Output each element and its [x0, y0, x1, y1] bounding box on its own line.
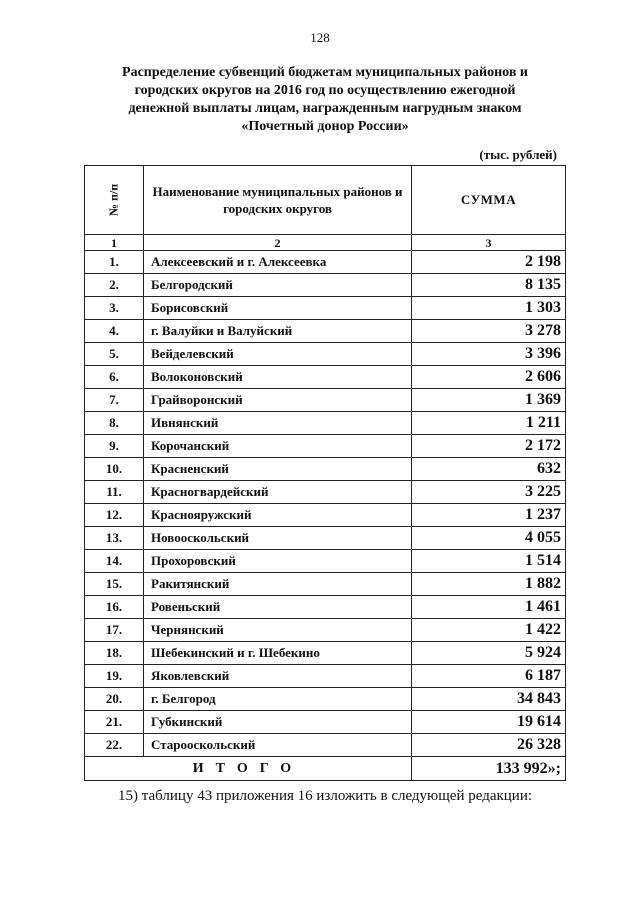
row-number: 19. [85, 665, 144, 688]
row-name: Яковлевский [144, 665, 412, 688]
row-sum: 2 172 [412, 435, 566, 458]
table-row [85, 527, 566, 550]
row-sum: 5 924 [412, 642, 566, 665]
row-sum: 1 237 [412, 504, 566, 527]
row-sum: 1 882 [412, 573, 566, 596]
table-row [85, 504, 566, 527]
row-sum: 26 328 [412, 734, 566, 757]
table-row [85, 320, 566, 343]
table-header-row [85, 166, 566, 235]
row-number: 2. [85, 274, 144, 297]
row-name: Прохоровский [144, 550, 412, 573]
row-number: 17. [85, 619, 144, 642]
row-number: 1. [85, 251, 144, 274]
row-name: г. Валуйки и Валуйский [144, 320, 412, 343]
table-row [85, 366, 566, 389]
row-number: 7. [85, 389, 144, 412]
table-row [85, 458, 566, 481]
row-sum: 1 422 [412, 619, 566, 642]
row-name: Грайворонский [144, 389, 412, 412]
footer-instruction: 15) таблицу 43 приложения 16 изложить в следующей редакции: [118, 788, 533, 804]
row-number: 10. [85, 458, 144, 481]
row-sum: 1 461 [412, 596, 566, 619]
row-sum: 3 396 [412, 343, 566, 366]
row-number: 14. [85, 550, 144, 573]
row-number: 4. [85, 320, 144, 343]
row-sum: 4 055 [412, 527, 566, 550]
page-number: 128 [310, 30, 330, 45]
row-name: Краснояружский [144, 504, 412, 527]
row-number: 6. [85, 366, 144, 389]
table-row [85, 642, 566, 665]
row-number: 18. [85, 642, 144, 665]
header-name: Наименование муниципальных районов и городских округов [144, 166, 412, 235]
table-row [85, 573, 566, 596]
row-sum: 6 187 [412, 665, 566, 688]
title-line: Распределение субвенций бюджетам муниципальных районов и [122, 65, 528, 80]
subvention-table [84, 165, 566, 781]
row-sum: 2 198 [412, 251, 566, 274]
row-name: Вейделевский [144, 343, 412, 366]
header-sum: СУММА [412, 166, 566, 235]
row-name: Борисовский [144, 297, 412, 320]
table-row [85, 688, 566, 711]
total-sum: 133 992»; [412, 757, 566, 781]
row-number: 5. [85, 343, 144, 366]
row-number: 16. [85, 596, 144, 619]
row-name: Красненский [144, 458, 412, 481]
table-row [85, 550, 566, 573]
row-name: Шебекинский и г. Шебекино [144, 642, 412, 665]
title-line: городских округов на 2016 год по осуществлению ежегодной [134, 83, 516, 98]
row-sum: 1 303 [412, 297, 566, 320]
column-index: 1 [85, 235, 144, 251]
units-label: (тыс. рублей) [479, 147, 557, 162]
row-sum: 3 225 [412, 481, 566, 504]
table-row [85, 734, 566, 757]
row-name: Чернянский [144, 619, 412, 642]
table-row [85, 596, 566, 619]
table-row [85, 665, 566, 688]
header-number-label: № п/п [106, 183, 121, 217]
row-sum: 2 606 [412, 366, 566, 389]
row-name: Корочанский [144, 435, 412, 458]
row-name: Старооскольский [144, 734, 412, 757]
row-number: 15. [85, 573, 144, 596]
row-name: г. Белгород [144, 688, 412, 711]
table-row [85, 274, 566, 297]
row-sum: 1 211 [412, 412, 566, 435]
row-number: 11. [85, 481, 144, 504]
row-name: Ракитянский [144, 573, 412, 596]
row-number: 22. [85, 734, 144, 757]
table-row [85, 297, 566, 320]
row-name: Белгородский [144, 274, 412, 297]
table-row [85, 619, 566, 642]
table-row [85, 389, 566, 412]
row-sum: 19 614 [412, 711, 566, 734]
row-name: Алексеевский и г. Алексеевка [144, 251, 412, 274]
table-row [85, 343, 566, 366]
row-sum: 3 278 [412, 320, 566, 343]
header-number [85, 166, 144, 235]
row-name: Ивнянский [144, 412, 412, 435]
table-row [85, 412, 566, 435]
row-sum: 8 135 [412, 274, 566, 297]
column-index-row [85, 235, 566, 251]
row-number: 9. [85, 435, 144, 458]
total-row [85, 757, 566, 781]
row-sum: 34 843 [412, 688, 566, 711]
row-number: 21. [85, 711, 144, 734]
table-row [85, 435, 566, 458]
title-line: «Почетный донор России» [241, 119, 409, 134]
row-name: Ровеньский [144, 596, 412, 619]
column-index: 3 [412, 235, 566, 251]
column-index: 2 [144, 235, 412, 251]
table-row [85, 711, 566, 734]
total-label: ИТОГО [85, 757, 412, 781]
row-sum: 1 514 [412, 550, 566, 573]
row-sum: 632 [412, 458, 566, 481]
row-name: Волоконовский [144, 366, 412, 389]
row-number: 13. [85, 527, 144, 550]
row-sum: 1 369 [412, 389, 566, 412]
row-number: 3. [85, 297, 144, 320]
document-title [90, 64, 560, 136]
row-name: Новооскольский [144, 527, 412, 550]
row-number: 20. [85, 688, 144, 711]
table-row [85, 481, 566, 504]
row-name: Красногвардейский [144, 481, 412, 504]
row-number: 12. [85, 504, 144, 527]
row-number: 8. [85, 412, 144, 435]
title-line: денежной выплаты лицам, награжденным нагрудным знаком [128, 101, 522, 116]
table-row [85, 251, 566, 274]
row-name: Губкинский [144, 711, 412, 734]
